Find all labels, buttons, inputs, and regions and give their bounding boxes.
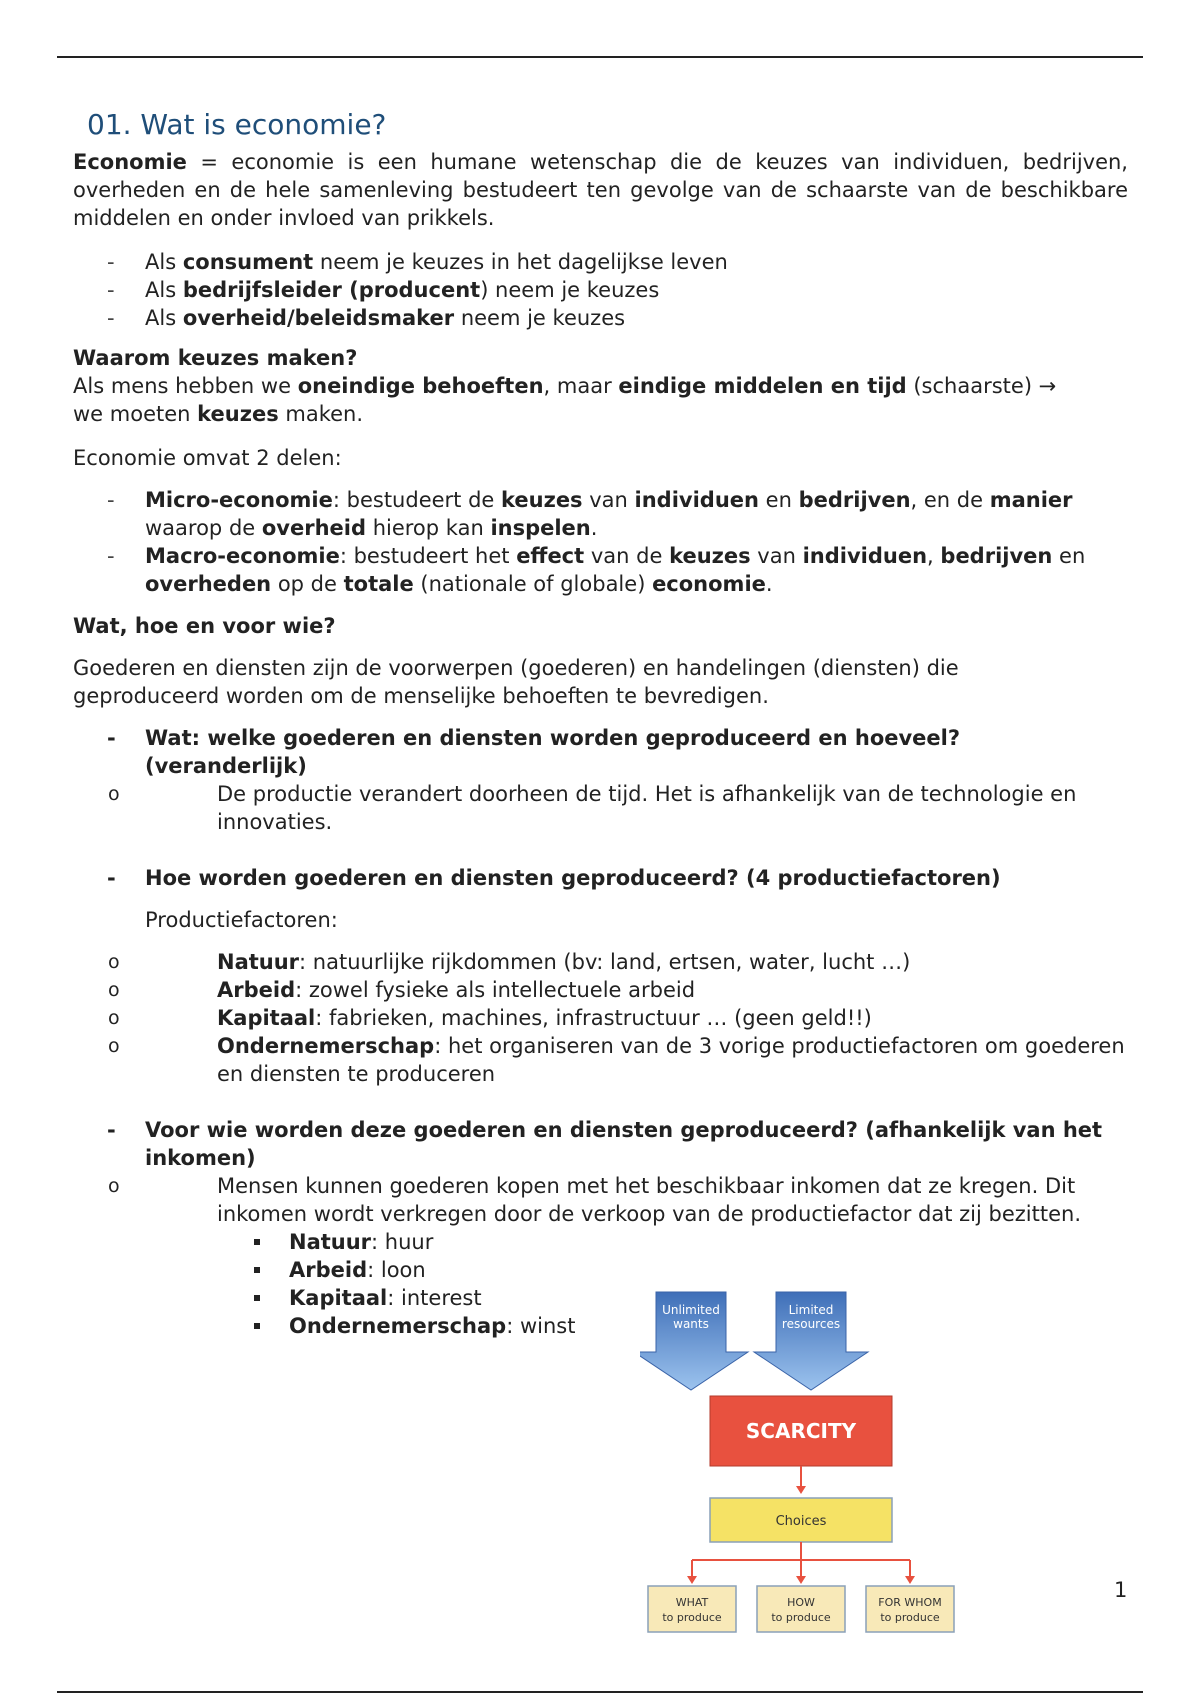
micro-bold: bedrijven xyxy=(798,488,911,512)
income-desc: : huur xyxy=(371,1230,434,1254)
factor-desc: : het organiseren van de 3 vorige productiefactoren om goederen en diensten te produceren xyxy=(217,1034,1125,1086)
list-item-how xyxy=(73,864,1128,1088)
why-paragraph xyxy=(73,372,1128,428)
macro-text: (nationale of globale) xyxy=(413,572,653,596)
intro-term: Economie xyxy=(73,150,187,174)
micro-bold: individuen xyxy=(634,488,759,512)
list-item xyxy=(217,1256,1128,1284)
roles-list xyxy=(73,248,1128,332)
micro-text: van xyxy=(582,488,635,512)
what-heading: Wat: welke goederen en diensten worden geproduceerd en hoeveel? (veranderlijk) xyxy=(145,726,961,778)
micro-text: waarop de xyxy=(145,516,262,540)
role-post: neem je keuzes xyxy=(454,306,626,330)
macro-bold: keuzes xyxy=(669,544,751,568)
macro-text: en xyxy=(1052,544,1086,568)
why-bold: eindige middelen en tijd xyxy=(618,374,907,398)
list-item xyxy=(73,276,1128,304)
why-heading xyxy=(73,344,1128,372)
micro-bold: manier xyxy=(989,488,1073,512)
income-desc: : loon xyxy=(367,1258,426,1282)
macro-bold: individuen xyxy=(802,544,928,568)
parts-list xyxy=(73,486,1128,598)
arrow-head xyxy=(687,1576,697,1584)
micro-text: , en de xyxy=(910,488,990,512)
factor-name: Natuur xyxy=(217,950,300,974)
why-bold: oneindige behoeften xyxy=(297,374,544,398)
whom-heading: Voor wie worden deze goederen en diensten geproduceerd? (afhankelijk van het inkomen) xyxy=(145,1118,1103,1170)
why-bold: keuzes xyxy=(197,402,279,426)
bottom-rule xyxy=(57,1691,1143,1693)
list-item xyxy=(73,1004,1128,1032)
why-text: we moeten xyxy=(73,402,198,426)
factor-desc: : natuurlijke rijkdommen (bv: land, ertsen, water, lucht …) xyxy=(299,950,911,974)
macro-bold: totale xyxy=(343,572,414,596)
macro-bold: economie xyxy=(652,572,766,596)
for-whom-box xyxy=(866,1586,954,1632)
income-name: Kapitaal xyxy=(289,1286,388,1310)
factor-desc: : zowel fysieke als intellectuele arbeid xyxy=(295,978,696,1002)
role-bold: overheid/beleidsmaker xyxy=(182,306,455,330)
whom-item: Mensen kunnen goederen kopen met het beschikbaar inkomen dat ze kregen. Dit inkomen wordt verkregen door de verkoop van de productiefactor dat zij bezitten. xyxy=(217,1174,1082,1226)
why-heading-text: Waarom keuzes maken? xyxy=(73,346,358,370)
income-desc: : winst xyxy=(506,1314,576,1338)
role-pre: Als xyxy=(145,306,183,330)
why-text: maken. xyxy=(278,402,364,426)
micro-bold: inspelen xyxy=(490,516,591,540)
macro-text: : bestudeert het xyxy=(339,544,517,568)
what-box-line1: WHAT xyxy=(675,1596,709,1609)
scarcity-diagram xyxy=(640,1290,970,1650)
factor-name: Ondernemerschap xyxy=(217,1034,435,1058)
choices-label: Choices xyxy=(775,1514,827,1529)
list-item xyxy=(73,780,1128,836)
list-item xyxy=(73,976,1128,1004)
factors-list xyxy=(73,948,1128,1088)
arrow2-line1: Limited xyxy=(788,1303,834,1317)
for-whom-box-line2: to produce xyxy=(880,1611,940,1624)
macro-text: van xyxy=(750,544,803,568)
macro-text: op de xyxy=(271,572,344,596)
role-bold: consument xyxy=(182,250,314,274)
scarcity-label: SCARCITY xyxy=(745,1419,857,1443)
income-name: Ondernemerschap xyxy=(289,1314,507,1338)
factor-desc: : fabrieken, machines, infrastructuur … (geen geld!!) xyxy=(315,1006,872,1030)
macro-bold: overheden xyxy=(145,572,272,596)
parts-intro: Economie omvat 2 delen: xyxy=(73,446,342,470)
list-item xyxy=(73,248,1128,276)
intro-paragraph xyxy=(73,148,1128,232)
micro-text: . xyxy=(590,516,598,540)
goods-paragraph: Goederen en diensten zijn de voorwerpen (goederen) en handelingen (diensten) die geproduceerd worden om de menselijke behoeften te bevredigen. xyxy=(73,656,959,708)
micro-bold: keuzes xyxy=(501,488,583,512)
arrow-head xyxy=(905,1576,915,1584)
list-item-what xyxy=(73,724,1128,836)
list-item xyxy=(73,304,1128,332)
document-body xyxy=(73,100,1128,1340)
how-box xyxy=(757,1586,845,1632)
role-post: neem je keuzes in het dagelijkse leven xyxy=(313,250,728,274)
factor-name: Kapitaal xyxy=(217,1006,316,1030)
role-pre: Als xyxy=(145,250,183,274)
what-sublist xyxy=(73,780,1128,836)
income-name: Natuur xyxy=(289,1230,372,1254)
micro-bold: overheid xyxy=(261,516,367,540)
list-item xyxy=(73,1032,1128,1088)
role-post: ) neem je keuzes xyxy=(480,278,660,302)
macro-text: van de xyxy=(584,544,670,568)
arrow2-line2: resources xyxy=(781,1317,841,1331)
macro-bold: bedrijven xyxy=(940,544,1053,568)
why-text: (schaarste) → xyxy=(906,374,1057,398)
arrow-head xyxy=(796,1486,806,1494)
how-sublabel: Productiefactoren: xyxy=(145,908,338,932)
macro-term: Macro-economie xyxy=(145,544,340,568)
factor-name: Arbeid xyxy=(217,978,296,1002)
macro-text: , xyxy=(927,544,941,568)
why-text: , maar xyxy=(543,374,619,398)
role-pre: Als xyxy=(145,278,183,302)
what-box-line2: to produce xyxy=(662,1611,722,1624)
page-number: 1 xyxy=(1114,1578,1128,1602)
role-bold: bedrijfsleider (producent xyxy=(182,278,481,302)
intro-text: = economie is een humane wetenschap die de keuzes van individuen, bedrijven, overheden en de hele samenleving bestudeert ten gevolge van de schaarste van de beschikbare middelen en onder invloed van prikkels. xyxy=(73,150,1128,230)
arrow1-line1: Unlimited xyxy=(662,1303,720,1317)
how-box-line2: to produce xyxy=(771,1611,831,1624)
what-box xyxy=(648,1586,736,1632)
list-item-micro xyxy=(73,486,1128,542)
questions-list xyxy=(73,724,1128,1340)
what-item: De productie verandert doorheen de tijd. Het is afhankelijk van de technologie en innovaties. xyxy=(217,782,1077,834)
wwh-heading xyxy=(73,612,1128,640)
micro-text: : bestudeert de xyxy=(332,488,501,512)
for-whom-box-line1: FOR WHOM xyxy=(878,1596,942,1609)
macro-bold: effect xyxy=(516,544,585,568)
arrow1-line2: wants xyxy=(673,1317,709,1331)
list-item xyxy=(217,1228,1128,1256)
arrow-head xyxy=(796,1576,806,1584)
income-name: Arbeid xyxy=(289,1258,368,1282)
wwh-heading-text: Wat, hoe en voor wie? xyxy=(73,614,336,638)
micro-text: en xyxy=(758,488,799,512)
why-text: Als mens hebben we xyxy=(73,374,298,398)
how-box-line1: HOW xyxy=(787,1596,815,1609)
list-item-macro xyxy=(73,542,1128,598)
micro-term: Micro-economie xyxy=(145,488,333,512)
macro-text: . xyxy=(765,572,773,596)
income-desc: : interest xyxy=(387,1286,482,1310)
how-heading: Hoe worden goederen en diensten geproduceerd? (4 productiefactoren) xyxy=(145,866,1001,890)
top-rule xyxy=(57,56,1143,58)
page-title: 01. Wat is economie? xyxy=(87,108,387,141)
list-item xyxy=(73,948,1128,976)
micro-text: hierop kan xyxy=(366,516,491,540)
